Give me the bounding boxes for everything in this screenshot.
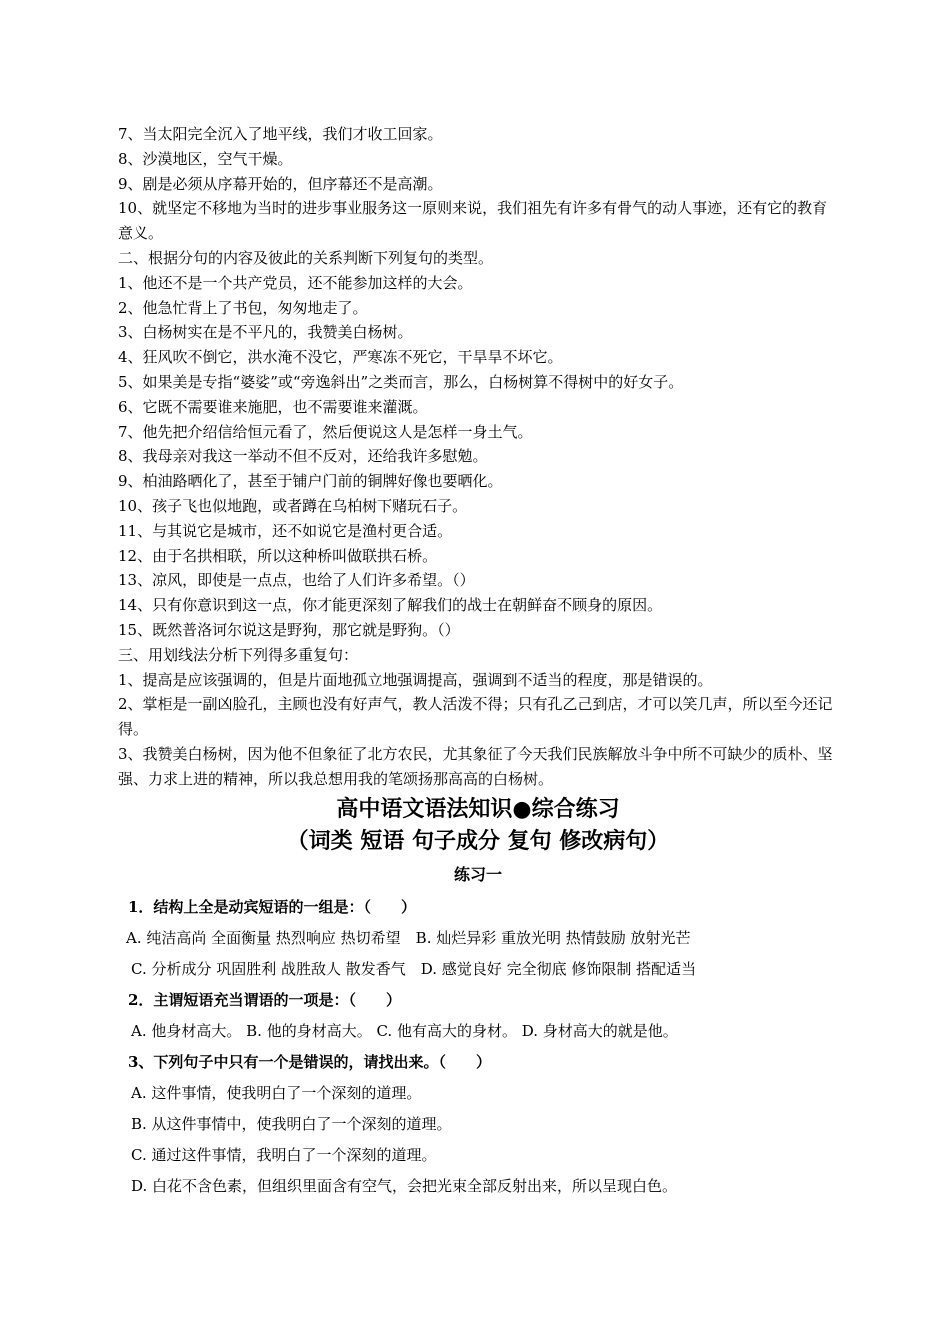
part2-item: 8、我母亲对我这一举动不但不反对，还给我许多慰勉。 bbox=[118, 447, 488, 466]
part2-item: 5、如果美是专指“婆娑”或“旁逸斜出”之类而言，那么，白杨树算不得树中的好女子。 bbox=[118, 372, 684, 391]
part2-item: 2、他急忙背上了书包，匆匆地走了。 bbox=[118, 298, 368, 317]
part2-item: 11、与其说它是城市，还不如说它是渔村更合适。 bbox=[118, 521, 453, 540]
question-3-option-b: B. 从这件事情中，使我明白了一个深刻的道理。 bbox=[131, 1114, 452, 1133]
part3-item: 1、提高是应该强调的，但是片面地孤立地强调提高，强调到不适当的程度，那是错误的。 bbox=[118, 670, 713, 689]
part2-item: 13、凉风，即使是一点点，也给了人们许多希望。（） bbox=[118, 571, 475, 590]
part2-item: 10、孩子飞也似地跑，或者蹲在乌柏树下赌玩石子。 bbox=[118, 496, 468, 515]
exercise-heading: 练习一 bbox=[453, 864, 502, 884]
part3-item: 2、掌柜是一副凶脸孔，主顾也没有好声气，教人活泼不得；只有孔乙己到店，才可以笑几声，所以至今还记得。 bbox=[118, 695, 833, 739]
part2-heading: 二、根据分句的内容及彼此的关系判断下列复句的类型。 bbox=[118, 248, 494, 267]
question-1-options-row: C. 分析成分 巩固胜利 战胜敌人 散发香气 D. 感觉良好 完全彻底 修饰限制 搭配适当 bbox=[131, 959, 697, 978]
part2-item: 12、由于名拱相联，所以这种桥叫做联拱石桥。 bbox=[118, 546, 438, 565]
part2-item: 4、狂风吹不倒它，洪水淹不没它，严寒冻不死它，干旱旱不坏它。 bbox=[118, 348, 563, 367]
question-3-stem: 3、下列句子中只有一个是错误的，请找出来。（ ） bbox=[128, 1052, 491, 1071]
sentence-9: 9、剧是必须从序幕开始的，但序幕还不是高潮。 bbox=[118, 174, 443, 193]
part2-item: 14、只有你意识到这一点，你才能更深刻了解我们的战士在朝鲜奋不顾身的原因。 bbox=[118, 596, 663, 615]
sentence-10: 10、就坚定不移地为当时的进步事业服务这一原则来说，我们祖先有许多有骨气的动人事迹，还有它的教育意义。 bbox=[118, 199, 828, 243]
question-3-option-d: D. 白花不含色素，但组织里面含有空气，会把光束全部反射出来，所以呈现白色。 bbox=[131, 1176, 678, 1195]
question-3-option-a: A. 这件事情，使我明白了一个深刻的道理。 bbox=[131, 1083, 422, 1102]
section-subtitle: （词类 短语 句子成分 复句 修改病句） bbox=[286, 827, 670, 854]
question-2-options-row: A. 他身材高大。 B. 他的身材高大。 C. 他有高大的身材。 D. 身材高大的就是他。 bbox=[131, 1021, 678, 1040]
part2-item: 6、它既不需要谁来施肥，也不需要谁来灌溉。 bbox=[118, 397, 428, 416]
question-2-stem: 2．主谓短语充当谓语的一项是：（ ） bbox=[128, 990, 401, 1009]
document-page bbox=[118, 122, 838, 1202]
part2-item: 7、他先把介绍信给恒元看了，然后便说这人是怎样一身土气。 bbox=[118, 422, 533, 441]
part3-heading: 三、用划线法分析下列得多重复句： bbox=[118, 645, 359, 664]
section-title: 高中语文语法知识●综合练习 bbox=[336, 795, 620, 822]
sentence-8: 8、沙漠地区，空气干燥。 bbox=[118, 149, 293, 168]
part2-item: 9、柏油路晒化了，甚至于铺户门前的铜牌好像也要晒化。 bbox=[118, 472, 503, 491]
question-1-options-row: A. 纯洁高尚 全面衡量 热烈响应 热切希望 B. 灿烂异彩 重放光明 热情鼓励 放射光芒 bbox=[126, 928, 691, 947]
part2-item: 3、白杨树实在是不平凡的，我赞美白杨树。 bbox=[118, 323, 413, 342]
part2-item: 15、既然普洛诃尔说这是野狗，那它就是野狗。（） bbox=[118, 620, 460, 639]
question-3-option-c: C. 通过这件事情，我明白了一个深刻的道理。 bbox=[131, 1145, 437, 1164]
part3-item: 3、我赞美白杨树，因为他不但象征了北方农民，尤其象征了今天我们民族解放斗争中所不可缺少的质朴、坚强、力求上进的精神，所以我总想用我的笔颂扬那高高的白杨树。 bbox=[118, 744, 833, 788]
question-1-stem: 1．结构上全是动宾短语的一组是：（ ） bbox=[128, 897, 416, 916]
part2-item: 1、他还不是一个共产党员，还不能参加这样的大会。 bbox=[118, 273, 473, 292]
sentence-7: 7、当太阳完全沉入了地平线，我们才收工回家。 bbox=[118, 125, 443, 143]
